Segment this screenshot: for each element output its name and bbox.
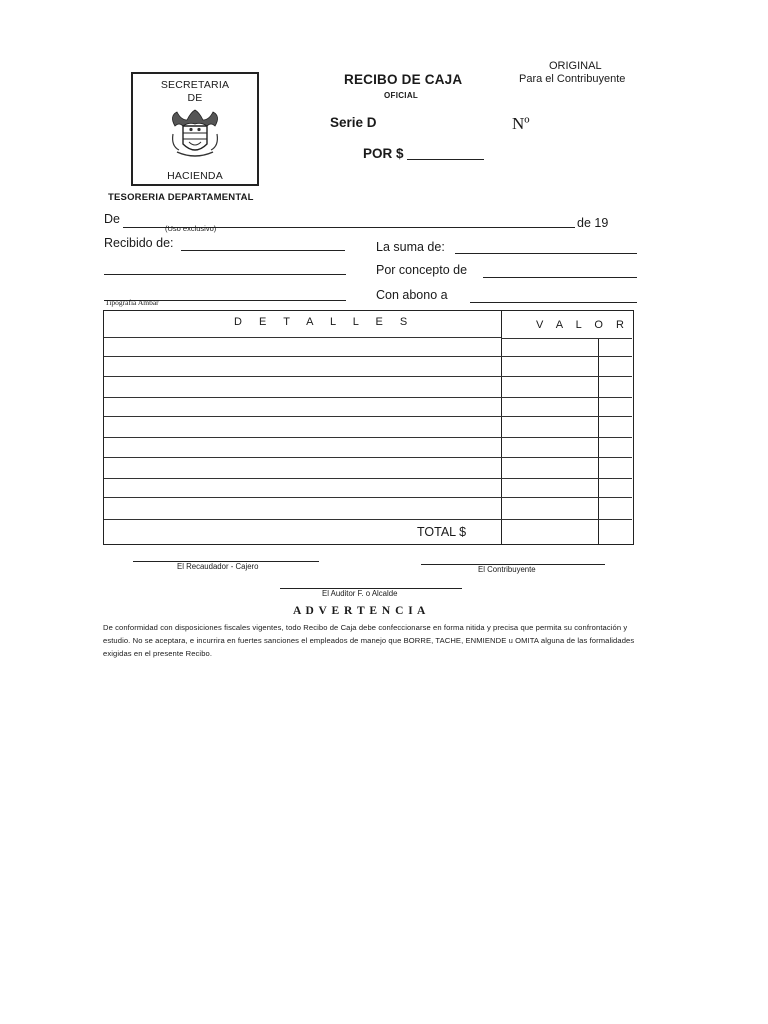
table-row-line (104, 519, 632, 520)
table-row-line (104, 497, 632, 498)
warning-title: A D V E R T E N C I A (293, 605, 427, 617)
por-label: POR $ (363, 146, 404, 161)
column-divider (501, 311, 502, 544)
abono-line[interactable] (470, 302, 637, 303)
de-label: De (104, 212, 120, 226)
number-label: Nº (512, 114, 530, 133)
de-19-label: de 19 (577, 216, 609, 230)
recibido-line[interactable] (181, 250, 345, 251)
printer-credit: Tipografia Ambar (105, 298, 159, 307)
seal-line-secretaria: SECRETARIA (160, 79, 230, 91)
concepto-label: Por concepto de (376, 263, 468, 277)
taxpayer-label: El Contribuyente (478, 565, 536, 574)
table-row-line (104, 478, 632, 479)
form-title: RECIBO DE CAJA (344, 72, 463, 87)
office-name: TESORERIA DEPARTAMENTAL (108, 192, 254, 203)
warning-body: De conformidad con disposiciones fiscales vigentes, todo Recibo de Caja debe confeccionarse en forma nitida y precisa que permita su confrontación y estudio. No se aceptara, e incurrira en fuertes sanciones el empleados de manejo que BORRE, TACHE, ENMIENDE u OMITA alguna de las formalidades exigidas en el presente Recibo. (103, 623, 635, 658)
table-row-line (104, 416, 632, 417)
table-row-line (104, 437, 632, 438)
table-row-line (104, 356, 632, 357)
details-header: D E T A L L E S (234, 316, 415, 328)
uso-exclusivo-note: (Uso exclusivo) (165, 224, 217, 233)
recibido-label: Recibido de: (104, 236, 174, 250)
table-row-line (501, 338, 632, 339)
auditor-label: El Auditor F. o Alcalde (322, 589, 398, 598)
table-row-line (104, 337, 501, 338)
table-row-line (104, 397, 632, 398)
copy-recipient: Para el Contribuyente (519, 73, 626, 85)
concepto-line[interactable] (483, 277, 637, 278)
total-label: TOTAL $ (417, 525, 467, 539)
por-amount-line[interactable] (407, 159, 484, 160)
coat-of-arms-icon (167, 106, 223, 164)
cashier-label: El Recaudador - Cajero (177, 562, 259, 571)
details-table (103, 310, 634, 545)
seal-line-de: DE (187, 92, 203, 104)
copy-label: ORIGINAL (549, 60, 602, 72)
value-header: V A L O R (536, 319, 629, 331)
suma-label: La suma de: (376, 240, 445, 254)
form-subtitle: OFICIAL (384, 91, 419, 100)
suma-line[interactable] (455, 253, 637, 254)
abono-label: Con abono a (376, 288, 448, 302)
seal-line-hacienda: HACIENDA (167, 170, 223, 182)
recibido-line-2[interactable] (104, 274, 346, 275)
table-row-line (104, 457, 632, 458)
serie-label: Serie D (330, 115, 377, 130)
cents-divider (598, 338, 599, 544)
seal-box (131, 72, 259, 186)
table-row-line (104, 376, 632, 377)
